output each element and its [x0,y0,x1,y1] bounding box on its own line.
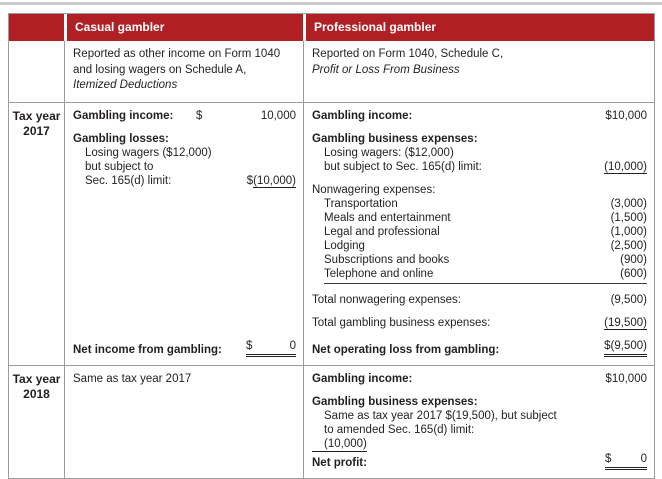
line-label: Total nonwagering expenses: [312,293,461,306]
line-label: Net operating loss from gambling: [312,343,500,356]
line-value [604,339,647,357]
amount: (2,500) [610,239,647,252]
amount: (600) [620,267,647,280]
line-label: Gambling business expenses: [312,395,478,408]
top-divider [0,2,662,5]
amount: (3,000) [610,197,647,210]
line-value [247,174,296,188]
line-label: Net profit: [312,456,367,469]
line-label: Net income from gambling: [73,343,222,356]
table-line [73,132,296,146]
reporting-casual-cell [64,41,303,102]
line-label: Telephone and online [324,267,434,280]
year-cell [9,103,64,365]
table-line [312,197,647,211]
amount: (10,000) [253,174,296,187]
table-line [73,146,296,160]
line-label: but subject to Sec. 165(d) limit: [324,160,482,173]
header-cell-casual: Casual gambler [64,14,303,41]
line-label: Losing wagers: ($12,000) [324,146,454,159]
line-value [611,197,647,211]
amount: $10,000 [605,109,647,122]
table-line [312,253,647,267]
table-line [312,109,647,123]
currency-symbol: $ [605,452,612,465]
line-value [604,160,647,174]
amount: (900) [620,253,647,266]
table-line [312,452,647,470]
currency-symbol: $ [246,174,254,187]
reporting-year-cell [9,41,64,102]
table-line [312,339,647,357]
line-label: but subject to [85,160,154,173]
amount: (9,500) [610,293,647,306]
header-cell-professional: Professional gambler [303,14,654,41]
year-label: Tax year [12,108,61,123]
tax-year-row [9,365,654,478]
amount: $10,000 [605,372,647,385]
table-line [73,174,296,188]
table-line [312,395,647,409]
line-label: Nonwagering expenses: [312,183,436,196]
line-value [611,225,647,239]
line-value [611,293,647,307]
line-value [620,253,647,267]
line-value [605,372,647,386]
year-cell [9,366,64,478]
line-label: Gambling income: [312,372,413,385]
line-value [246,339,296,357]
line-label: Total gambling business expenses: [312,316,491,329]
table-line [73,372,296,386]
line-value [605,452,647,470]
reporting-row [9,41,654,102]
line-label: Sec. 165(d) limit: [85,174,172,187]
line-label: Subscriptions and books [324,253,450,266]
amount: (1,000) [610,225,647,238]
amount: 10,000 [260,109,296,122]
amount: (1,500) [610,211,647,224]
table-line [324,267,647,284]
table-line [312,293,647,307]
text-run: Reported as other income on Form 1040 and losing wagers on Schedule A, [73,48,281,76]
professional-cell [303,366,654,478]
line-label: Gambling losses: [73,132,169,145]
line-value [604,316,647,330]
amount: $(9,500) [604,339,647,352]
line-label: Transportation [324,197,398,210]
line-value [611,211,647,225]
line-label: Gambling business expenses: [312,132,478,145]
page [0,2,662,479]
table-line [312,423,647,437]
table-line [312,183,647,197]
amount: 0 [640,452,647,465]
table-line [312,372,647,386]
table-line [312,211,647,225]
line-label: (10,000) [312,437,367,452]
table-line [312,437,647,452]
casual-cell [64,103,303,365]
tax-year-row [9,102,654,365]
line-label: Losing wagers ($12,000) [85,146,212,159]
line-value [605,109,647,123]
line-label: Same as tax year 2017 [73,372,192,385]
professional-cell [303,103,654,365]
amount: 0 [289,339,296,352]
italic-text-run: Itemized Deductions [73,79,178,91]
italic-text-run: Profit or Loss From Business [312,63,460,76]
currency-symbol: $ [196,109,203,122]
table-line [312,225,647,239]
amount: (19,500) [604,316,647,329]
casual-cell [64,366,303,478]
line-label: Lodging [324,239,365,252]
table-line [312,239,647,253]
line-label: to amended Sec. 165(d) limit: [324,423,475,436]
year-label: Tax year [12,371,61,386]
line-label: Gambling income: [312,109,413,122]
table-line [73,109,296,123]
table-line [312,132,647,146]
table-line [312,146,647,160]
line-label: Gambling income: [73,109,174,122]
line-value [611,239,647,253]
amount: (10,000) [604,160,647,173]
line-value [196,109,296,123]
table-header-row [9,14,654,41]
table-line [312,316,647,330]
gambler-comparison-table [8,13,655,479]
text-run: Reported on Form 1040, Schedule C, [312,48,504,60]
table-line [73,339,296,357]
table-line [312,409,647,423]
line-value [620,267,647,281]
year-value: 2017 [23,123,50,138]
currency-symbol: $ [246,339,253,352]
reporting-professional-cell [303,41,654,102]
line-label: Legal and professional [324,225,440,238]
table-line [312,160,647,174]
table-body [9,102,654,478]
header-cell-year [9,14,64,41]
line-label: Same as tax year 2017 $(19,500), but subject [324,409,557,422]
table-line [73,160,296,174]
line-label: Meals and entertainment [324,211,451,224]
year-value: 2018 [23,386,50,401]
